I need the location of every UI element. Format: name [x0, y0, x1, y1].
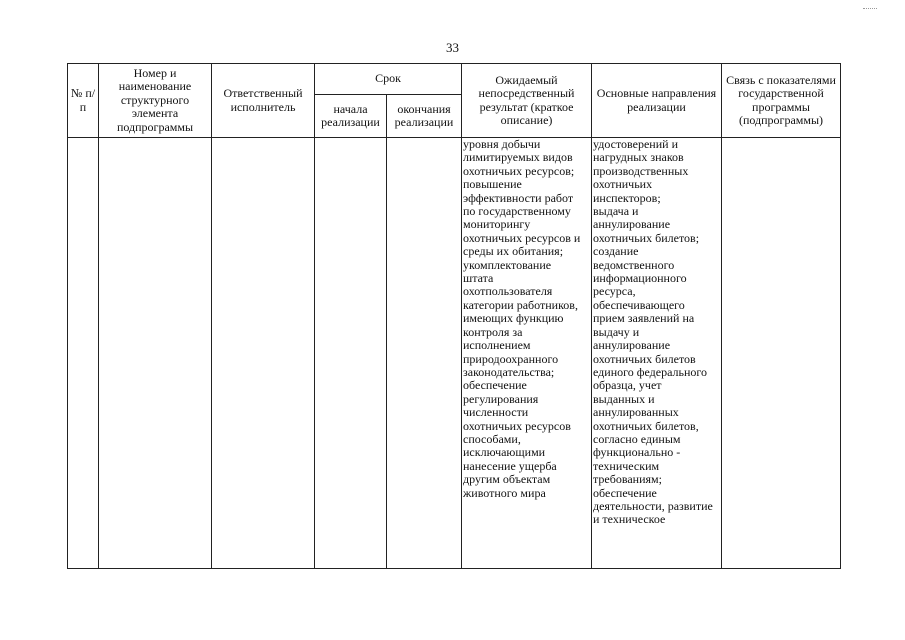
cell-line: образца, учет — [593, 378, 662, 393]
cell-line: штата — [463, 271, 494, 286]
cell-line: охотничьих ресурсов; — [463, 163, 575, 178]
header-directions: Основные направления реализации — [592, 64, 722, 138]
cell-num — [68, 138, 99, 569]
header-num: № п/п — [68, 64, 99, 138]
cell-executor — [212, 138, 315, 569]
cell-line: охотничьих ресурсов и — [463, 230, 581, 245]
cell-line: контроля за — [463, 324, 523, 339]
page-number: 33 — [446, 40, 459, 55]
cell-line: охотпользователя — [463, 284, 553, 299]
cell-line: аннулирование — [593, 338, 671, 353]
cell-line: обеспечение — [593, 485, 657, 500]
cell-line: ресурса, — [593, 284, 636, 299]
cell-result — [462, 138, 592, 569]
cell-line: мониторингу — [463, 217, 531, 232]
cell-line: эффективности работ — [463, 190, 574, 205]
cell-line: требованиям; — [593, 472, 662, 487]
cell-line: удостоверений и — [593, 137, 678, 151]
cell-line: и техническое — [593, 512, 666, 527]
cell-line: уровня добычи — [463, 137, 541, 151]
cell-line: исключающими — [463, 445, 546, 460]
cell-line: охотничьих — [593, 177, 653, 192]
cell-line: категории работников, — [463, 297, 578, 312]
cell-line: укомплектование — [463, 257, 552, 272]
header-end: окончания реализации — [387, 95, 462, 138]
cell-line: охотничьих ресурсов — [463, 418, 571, 433]
cell-line: выданных и — [593, 391, 655, 406]
cell-line: выдачу и — [593, 324, 640, 339]
cell-line: исполнением — [463, 338, 531, 353]
cell-line: создание — [593, 244, 639, 259]
table-row — [68, 138, 841, 569]
cell-line: другим объектам — [463, 472, 551, 487]
cell-line: способами, — [463, 431, 521, 446]
cell-line: прием заявлений на — [593, 311, 695, 326]
header-start: начала реализации — [315, 95, 387, 138]
cell-line: обеспечивающего — [593, 297, 685, 312]
cell-line: охотничьих билетов; — [593, 230, 700, 245]
cell-line: охотничьих билетов, — [593, 418, 699, 433]
cell-line: среды их обитания; — [463, 244, 564, 259]
cell-directions — [592, 138, 722, 569]
cell-line: охотничьих билетов — [593, 351, 696, 366]
cell-link — [722, 138, 841, 569]
cell-line: численности — [463, 405, 529, 420]
cell-line: животного мира — [463, 485, 546, 500]
header-element: Номер и наименование структурного элемента подпрограммы — [99, 64, 212, 138]
header-link: Связь с показателями государственной программы (подпрограммы) — [722, 64, 841, 138]
cell-line: техническим — [593, 458, 660, 473]
cell-line: аннулирование — [593, 217, 671, 232]
cell-line: природоохранного — [463, 351, 559, 366]
cell-line: нагрудных знаков — [593, 150, 684, 165]
cell-line: функционально - — [593, 445, 681, 460]
cell-element — [99, 138, 212, 569]
cell-end — [387, 138, 462, 569]
cell-start — [315, 138, 387, 569]
cell-line: имеющих функцию — [463, 311, 564, 326]
cell-line: повышение — [463, 177, 522, 192]
subprogram-table — [67, 63, 841, 569]
header-term: Срок — [315, 64, 462, 95]
header-row-1 — [68, 64, 841, 95]
cell-line: законодательства; — [463, 364, 555, 379]
cell-line: единого федерального — [593, 364, 708, 379]
cell-line: согласно единым — [593, 431, 681, 446]
cell-line: информационного — [593, 271, 687, 286]
cell-line: по государственному — [463, 204, 571, 219]
header-executor: Ответственный исполнитель — [212, 64, 315, 138]
cell-line: аннулированных — [593, 405, 679, 420]
cell-line: деятельности, развитие — [593, 498, 713, 513]
cell-line: лимитируемых видов — [463, 150, 573, 165]
cell-line: выдача и — [593, 204, 639, 219]
header-result: Ожидаемый непосредственный результат (краткое описание) — [462, 64, 592, 138]
cell-line: ведомственного — [593, 257, 675, 272]
cell-line: обеспечение — [463, 378, 527, 393]
cell-line: регулирования — [463, 391, 539, 406]
cell-line: производственных — [593, 163, 689, 178]
cell-line: нанесение ущерба — [463, 458, 557, 473]
scan-edge-mark — [863, 8, 877, 9]
cell-line: инспекторов; — [593, 190, 661, 205]
